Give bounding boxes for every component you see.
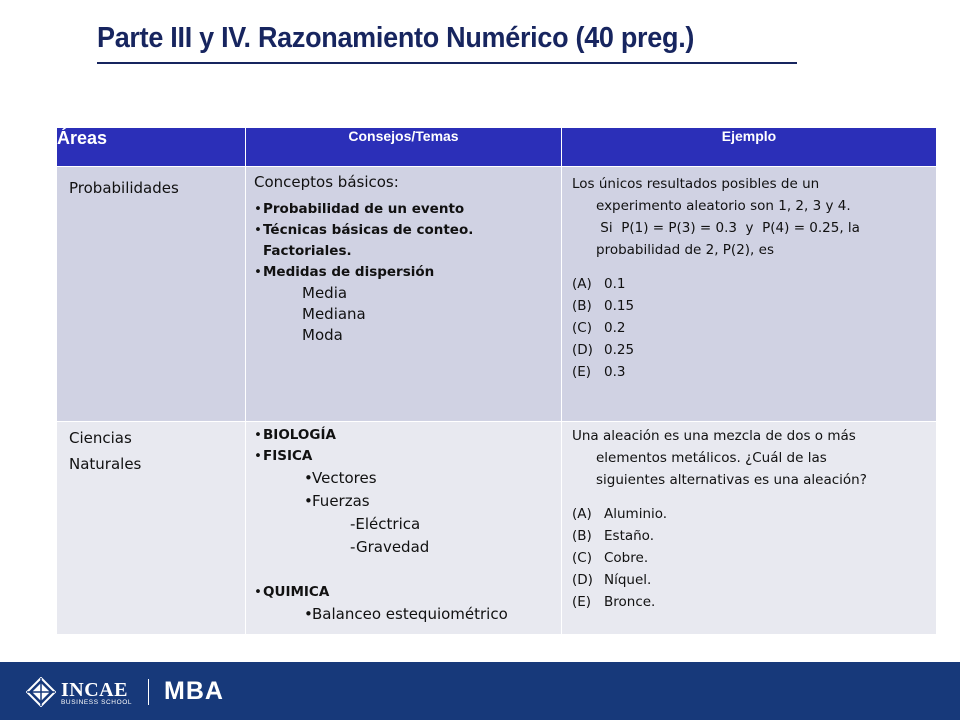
- bullet-item: • Técnicas básicas de conteo. Factoriales.: [254, 222, 474, 259]
- title-underline: [97, 62, 797, 64]
- answer-option: (B) Estaño.: [572, 528, 654, 544]
- answer-option: (C) Cobre.: [572, 550, 649, 566]
- bullet-item: • FISICA: [254, 448, 313, 464]
- header-consejos: Consejos/Temas: [246, 128, 562, 167]
- answer-option: (D) 0.25: [572, 342, 635, 358]
- answer-options: [572, 273, 924, 383]
- bullet-item: • Probabilidad de un evento: [254, 201, 465, 217]
- incae-star-logo-icon: [26, 677, 56, 707]
- area-cell: [57, 167, 246, 422]
- bullet-item: • QUIMICA: [254, 584, 330, 600]
- area-name: Ciencias Naturales: [69, 429, 142, 473]
- sub-item: -Gravedad: [350, 538, 430, 556]
- example-cell: [562, 167, 937, 422]
- page-title: Parte III y IV. Razonamiento Numérico (40 preg.): [97, 22, 695, 54]
- answer-option: (E) Bronce.: [572, 594, 656, 610]
- answer-option: (A) 0.1: [572, 276, 626, 292]
- area-name: Probabilidades: [69, 179, 179, 197]
- topics-cell: [246, 422, 562, 635]
- answer-options: [572, 503, 924, 613]
- sub-bullet-item: • Balanceo estequiométrico: [304, 605, 508, 623]
- brand-subtitle: BUSINESS SCHOOL: [61, 699, 133, 706]
- bullet-item: • BIOLOGÍA: [254, 427, 336, 443]
- brand-name: INCAE: [61, 679, 128, 701]
- answer-option: (E) 0.3: [572, 364, 626, 380]
- answer-option: (A) Aluminio.: [572, 506, 668, 522]
- header-areas: Áreas: [57, 128, 246, 167]
- answer-option: (C) 0.2: [572, 320, 626, 336]
- footer-separator: [148, 679, 149, 705]
- table-row: [57, 167, 937, 422]
- topics-intro: Conceptos básicos:: [254, 173, 399, 191]
- example-question: Los únicos resultados posibles de un experimento aleatorio son 1, 2, 3 y 4. Si P(1) = P(3) = 0.3 y P(4) = 0.25, la probabilidad de 2, P(2), es: [572, 176, 860, 258]
- topics-table: [56, 127, 937, 635]
- answer-option: (B) 0.15: [572, 298, 635, 314]
- header-ejemplo: Ejemplo: [562, 128, 937, 167]
- topics-cell: [246, 167, 562, 422]
- table-header-row: [57, 128, 937, 167]
- sub-bullet-item: • Vectores: [304, 469, 377, 487]
- table-row: [57, 422, 937, 635]
- bullet-item: • Medidas de dispersión: [254, 264, 435, 280]
- sub-item: Moda: [302, 326, 343, 344]
- answer-option: (D) Níquel.: [572, 572, 652, 588]
- sub-bullet-item: • Fuerzas: [304, 492, 370, 510]
- program-name: MBA: [164, 677, 224, 705]
- area-cell: [57, 422, 246, 635]
- example-question: Una aleación es una mezcla de dos o más elementos metálicos. ¿Cuál de las siguientes alternativas es una aleación?: [572, 428, 867, 488]
- example-cell: [562, 422, 937, 635]
- sub-item: -Eléctrica: [350, 515, 421, 533]
- footer-bar: [0, 662, 960, 720]
- sub-item: Mediana: [302, 305, 366, 323]
- sub-item: Media: [302, 284, 348, 302]
